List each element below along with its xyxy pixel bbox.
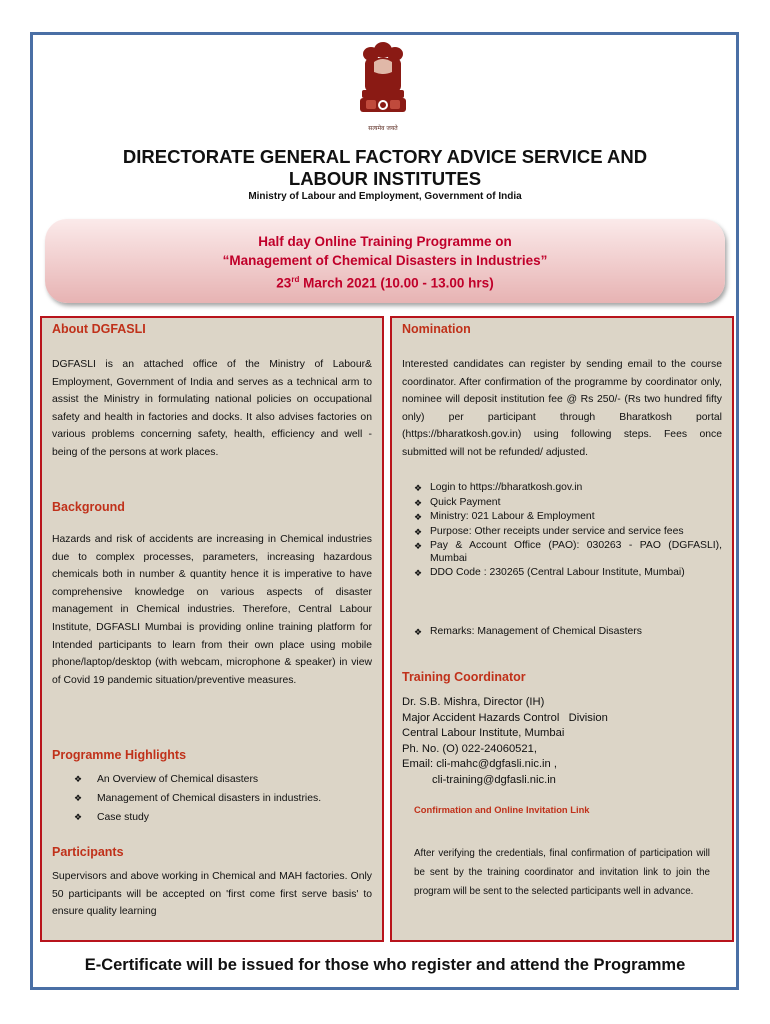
coordinator-line: Ph. No. (O) 022-24060521, [402,742,537,755]
banner-date-day: 23 [276,275,292,291]
org-title-line2: LABOUR INSTITUTES [288,168,482,189]
org-title-line1: DIRECTORATE GENERAL FACTORY ADVICE SERVICE AND [122,146,648,167]
participants-heading: Participants [52,845,124,859]
diamond-bullet-icon: ❖ [74,774,83,784]
coordinator-line: Dr. S.B. Mishra, Director (IH) [402,696,545,708]
diamond-bullet-icon: ❖ [414,568,423,578]
highlights-list [52,770,372,827]
coordinator-details [402,695,722,788]
diamond-bullet-icon: ❖ [414,497,423,508]
confirmation-text: After verifying the credentials, final confirmation of participation will be sent by the training coordinator and invitation link to join the program will be sent to the selected participants well in advance. [414,847,710,897]
about-text: DGFASLI is an attached office of the Ministry of Labour& Employment, Government of India and serves as a technical arm to assist the Ministry in formulating national policies on occupational safety and health in factories and docks. It also advises factories on various problems concerning safety, health, efficiency and well - being of the persons at work places. [52,359,372,458]
programme-banner [45,219,725,303]
list-item: ❖ Case study [52,808,372,827]
banner-date-suffix: rd [291,275,300,284]
diamond-bullet-icon: ❖ [414,512,423,522]
remarks-list [402,626,722,641]
list-item: ❖ Quick Payment [414,496,501,508]
left-column [40,316,384,942]
banner-date [45,270,725,293]
certificate-footer: E-Certificate will be issued for those who register and attend the Programme [84,956,686,974]
list-item: ❖ Management of Chemical disasters in industries. [52,789,372,808]
participants-text: Supervisors and above working in Chemical and MAH factories. Only 50 participants will be accepted on 'first come first serve basis' to ensure quality learning [52,871,372,918]
list-item: ❖ Ministry: 021 Labour & Employment [414,511,595,522]
nomination-text: Interested candidates can register by sending email to the course coordinator. After confirmation of the programme by coordinator only, nominee will deposit institution fee @ Rs 250/- (Rs two hundred fifty only) per participant through Bharatkosh portal (https://bharatkosh.gov.in) using following steps. Fees once submitted will not be refunded/ adjusted. [402,359,722,458]
diamond-bullet-icon: ❖ [74,812,83,822]
list-item: ❖ Login to https://bharatkosh.gov.in [414,482,583,493]
coordinator-heading: Training Coordinator [402,670,526,684]
list-item: ❖ DDO Code : 230265 (Central Labour Institute, Mumbai) [414,567,685,578]
highlights-heading: Programme Highlights [52,748,187,762]
diamond-bullet-icon: ❖ [414,541,423,551]
list-item: ❖ Remarks: Management of Chemical Disasters [414,626,642,637]
diamond-bullet-icon: ❖ [414,483,423,493]
banner-line1: Half day Online Training Programme on [258,234,512,249]
right-column [390,316,734,942]
diamond-bullet-icon: ❖ [74,793,83,803]
coordinator-line: Central Labour Institute, Mumbai [402,727,565,739]
ministry-subtitle: Ministry of Labour and Employment, Government of India [248,191,522,202]
diamond-bullet-icon: ❖ [414,627,423,637]
list-item: ❖ Purpose: Other receipts under service and service fees [414,525,684,537]
coordinator-line: Major Accident Hazards Control Division [402,711,608,724]
payment-steps-list [402,482,722,582]
coordinator-email-2: cli-training@dgfasli.nic.in [432,773,556,786]
confirmation-heading: Confirmation and Online Invitation Link [414,804,590,815]
banner-date-rest: March 2021 (10.00 - 13.00 hrs) [299,275,494,291]
list-item: ❖ Pay & Account Office (PAO): 030263 - PAO (DGFASLI), Mumbai [414,540,722,564]
coordinator-email: Email: cli-mahc@dgfasli.nic.in , [402,758,557,770]
india-state-emblem-icon [352,40,414,136]
banner-line2: “Management of Chemical Disasters in Industries” [222,253,548,268]
diamond-bullet-icon: ❖ [414,526,423,537]
about-heading: About DGFASLI [52,322,146,336]
list-item: ❖ An Overview of Chemical disasters [52,770,372,789]
background-text: Hazards and risk of accidents are increasing in Chemical industries due to complex processes, parameters, increasing hazardous chemicals both in number & quantity hence it is imperative to have comprehensive knowledge on various aspects of disaster management in Chemical industries. Therefore, Central Labour Institute, DGFASLI Mumbai is providing online training platform for Intended participants to learn from their own place using mobile phone/laptop/desktop (with webcam, microphone & speaker) in view of Covid 19 pandemic situation/preventive measures. [52,534,372,686]
background-heading: Background [52,500,125,514]
organization-title [60,146,710,190]
emblem-motto: सत्यमेव जयते [368,125,398,132]
nomination-heading: Nomination [402,322,471,336]
